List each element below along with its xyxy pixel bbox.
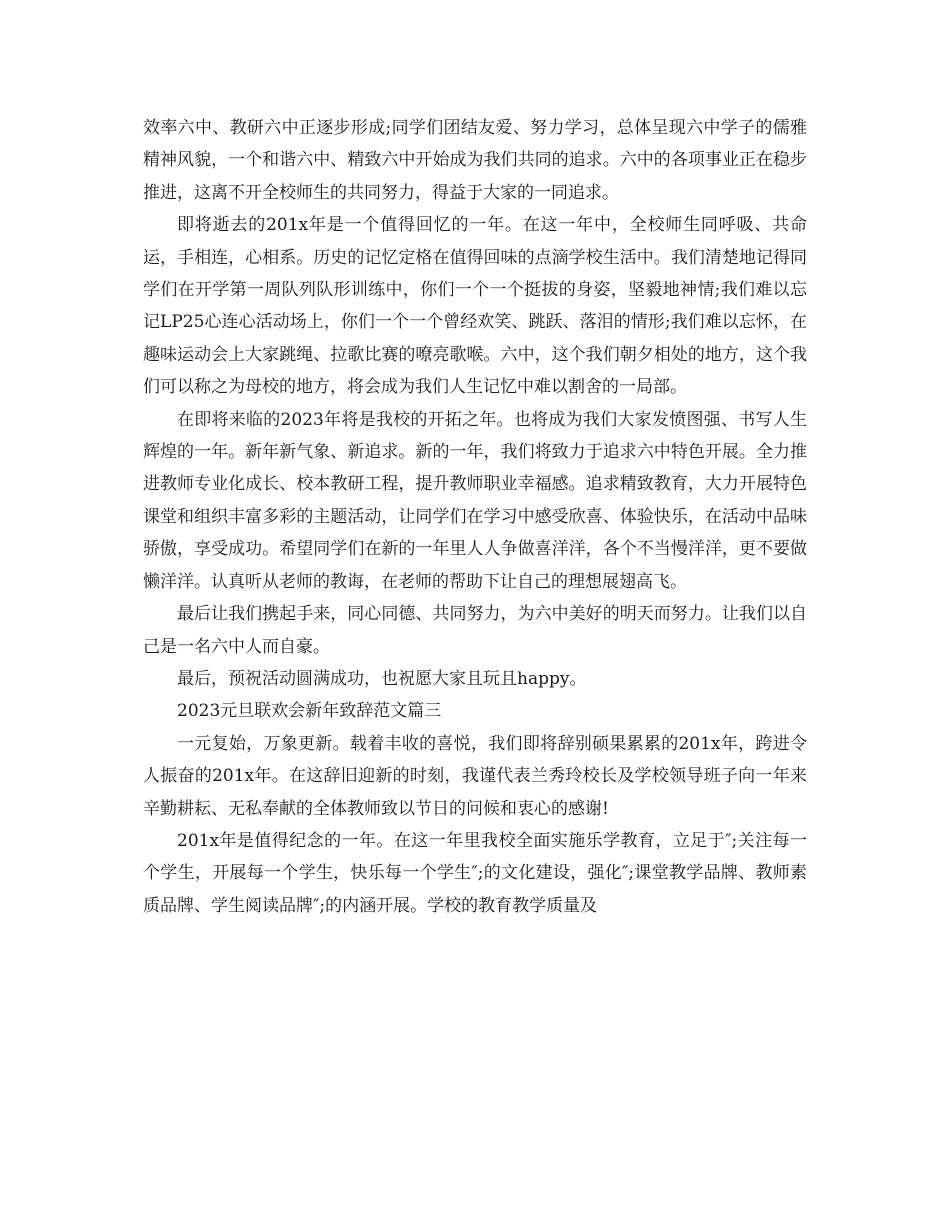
document-body xyxy=(143,112,807,922)
paragraph-2: 即将逝去的201x年是一个值得回忆的一年。在这一年中，全校师生同呼吸、共命运，手相连，心相系。历史的记忆定格在值得回味的点滴学校生活中。我们清楚地记得同学们在开学第一周队列队形训练中，你们一个一个挺拔的身姿，坚毅地神情;我们难以忘记LP25心连心活动场上，你们一个一个曾经欢笑、跳跃、落泪的情形;我们难以忘怀，在趣味运动会上大家跳绳、拉歌比赛的嘹亮歌喉。六中，这个我们朝夕相处的地方，这个我们可以称之为母校的地方，将会成为我们人生记忆中难以割舍的一局部。 xyxy=(143,215,807,398)
section-heading: 2023元旦联欢会新年致辞范文篇三 xyxy=(177,701,442,722)
paragraph-5: 最后，预祝活动圆满成功，也祝愿大家且玩且happy。 xyxy=(177,668,587,689)
paragraph-6: 一元复始，万象更新。载着丰收的喜悦，我们即将辞别硕果累累的201x年，跨进令人振奋的201x年。在这辞旧迎新的时刻，我谨代表兰秀玲校长及学校领导班子向一年来辛勤耕耘、无私奉献的全体教师致以节日的问候和衷心的感谢! xyxy=(143,733,807,819)
paragraph-3: 在即将来临的2023年将是我校的开拓之年。也将成为我们大家发愤图强、书写人生辉煌的一年。新年新气象、新追求。新的一年，我们将致力于追求六中特色开展。全力推进教师专业化成长、校本教研工程，提升教师职业幸福感。追求精致教育，大力开展特色课堂和组织丰富多彩的主题活动，让同学们在学习中感受欣喜、体验快乐，在活动中品味骄傲，享受成功。希望同学们在新的一年里人人争做喜洋洋，各个不当慢洋洋，更不要做懒洋洋。认真听从老师的教诲，在老师的帮助下让自己的理想展翅高飞。 xyxy=(143,409,807,592)
paragraph-1: 效率六中、教研六中正逐步形成;同学们团结友爱、努力学习，总体呈现六中学子的儒雅精神风貌，一个和谐六中、精致六中开始成为我们共同的追求。六中的各项事业正在稳步推进，这离不开全校师生的共同努力，得益于大家的一同追求。 xyxy=(143,118,807,203)
paragraph-7: 201x年是值得纪念的一年。在这一年里我校全面实施乐学教育，立足于″;关注每一个学生，开展每一个学生，快乐每一个学生″;的文化建设，强化″;课堂教学品牌、教师素质品牌、学生阅读品牌″;的内涵开展。学校的教育教学质量及 xyxy=(143,830,807,916)
paragraph-4: 最后让我们携起手来，同心同德、共同努力，为六中美好的明天而努力。让我们以自己是一名六中人而自豪。 xyxy=(143,604,807,657)
